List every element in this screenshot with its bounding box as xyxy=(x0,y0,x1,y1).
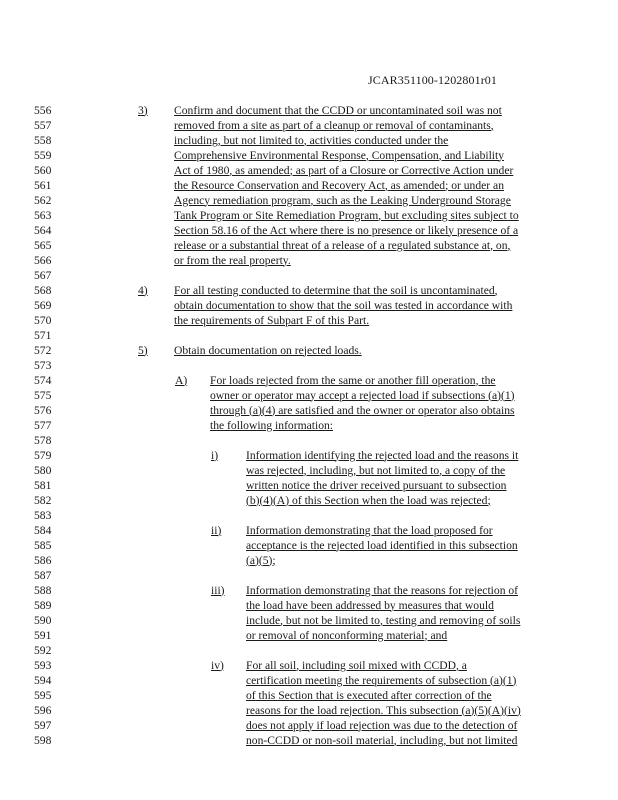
document-line xyxy=(0,388,618,403)
line-number: 569 xyxy=(34,298,52,312)
document-line xyxy=(0,583,618,598)
document-line xyxy=(0,433,618,448)
line-text: For all testing conducted to determine that the soil is uncontaminated, xyxy=(174,283,498,297)
line-text: include, but not be limited to, testing and removing of soils xyxy=(246,613,521,627)
line-number: 572 xyxy=(34,343,52,357)
line-number: 573 xyxy=(34,358,52,372)
document-line xyxy=(0,268,618,283)
line-number: 591 xyxy=(34,628,52,642)
line-text: Tank Program or Site Remediation Program, but excluding sites subject to xyxy=(174,208,519,222)
line-number: 589 xyxy=(34,598,52,612)
line-text: certification meeting the requirements of subsection (a)(1) xyxy=(246,673,517,687)
line-number: 562 xyxy=(34,193,52,207)
list-marker: iii) xyxy=(211,583,225,597)
document-line xyxy=(0,733,618,748)
line-text: Information demonstrating that the reasons for rejection of xyxy=(246,583,519,597)
document-line xyxy=(0,298,618,313)
line-number: 582 xyxy=(34,493,52,507)
line-number: 559 xyxy=(34,148,52,162)
line-text: Comprehensive Environmental Response, Compensation, and Liability xyxy=(174,148,505,162)
line-number: 571 xyxy=(34,328,52,342)
line-text: the following information: xyxy=(210,418,334,432)
line-text: written notice the driver received pursuant to subsection xyxy=(246,478,507,492)
line-text: or from the real property. xyxy=(174,253,291,267)
line-text: obtain documentation to show that the soil was tested in accordance with xyxy=(174,298,513,312)
line-text: including, but not limited to, activities conducted under the xyxy=(174,133,449,147)
document-line xyxy=(0,343,618,358)
document-line xyxy=(0,178,618,193)
line-number: 565 xyxy=(34,238,52,252)
document-line xyxy=(0,283,618,298)
line-number: 580 xyxy=(34,463,52,477)
document-line xyxy=(0,523,618,538)
document-line xyxy=(0,553,618,568)
document-id-header: JCAR351100-1202801r01 xyxy=(368,73,497,87)
line-text: (b)(4)(A) of this Section when the load was rejected; xyxy=(246,493,491,507)
document-line xyxy=(0,718,618,733)
line-number: 592 xyxy=(34,643,52,657)
line-number: 570 xyxy=(34,313,52,327)
document-line xyxy=(0,238,618,253)
line-number: 586 xyxy=(34,553,52,567)
line-text: Obtain documentation on rejected loads. xyxy=(174,343,362,357)
document-line xyxy=(0,463,618,478)
line-number: 556 xyxy=(34,103,52,117)
line-number: 561 xyxy=(34,178,52,192)
line-text: the requirements of Subpart F of this Part. xyxy=(174,313,370,327)
line-number: 560 xyxy=(34,163,52,177)
line-text: For all soil, including soil mixed with CCDD, a xyxy=(246,658,467,672)
line-number: 558 xyxy=(34,133,52,147)
document-line xyxy=(0,118,618,133)
line-number: 595 xyxy=(34,688,52,702)
list-marker: A) xyxy=(175,373,188,387)
line-number: 581 xyxy=(34,478,52,492)
line-number: 587 xyxy=(34,568,52,582)
line-number: 575 xyxy=(34,388,52,402)
line-number: 563 xyxy=(34,208,52,222)
line-text: For loads rejected from the same or another fill operation, the xyxy=(210,373,496,387)
document-line xyxy=(0,133,618,148)
line-number: 576 xyxy=(34,403,52,417)
document-line xyxy=(0,703,618,718)
document-line xyxy=(0,163,618,178)
document-line xyxy=(0,493,618,508)
line-text: Confirm and document that the CCDD or uncontaminated soil was not xyxy=(174,103,502,117)
line-text: owner or operator may accept a rejected load if subsections (a)(1) xyxy=(210,388,515,402)
line-text: does not apply if load rejection was due to the detection of xyxy=(246,718,518,732)
document-line xyxy=(0,313,618,328)
document-line xyxy=(0,253,618,268)
document-line xyxy=(0,403,618,418)
line-text: the load have been addressed by measures that would xyxy=(246,598,494,612)
line-number: 594 xyxy=(34,673,52,687)
line-number: 567 xyxy=(34,268,52,282)
line-text: or removal of nonconforming material; and xyxy=(246,628,448,642)
line-text: Section 58.16 of the Act where there is no presence or likely presence of a xyxy=(174,223,519,237)
line-text: non-CCDD or non-soil material, including, but not limited xyxy=(246,733,518,747)
line-text: Agency remediation program, such as the Leaking Underground Storage xyxy=(174,193,511,207)
line-number: 597 xyxy=(34,718,52,732)
line-number: 574 xyxy=(34,373,52,387)
document-line xyxy=(0,418,618,433)
list-marker: i) xyxy=(211,448,219,462)
document-line xyxy=(0,643,618,658)
document-line xyxy=(0,628,618,643)
line-number: 568 xyxy=(34,283,52,297)
line-text: through (a)(4) are satisfied and the owner or operator also obtains xyxy=(210,403,515,417)
line-number: 579 xyxy=(34,448,52,462)
document-line xyxy=(0,193,618,208)
document-line xyxy=(0,448,618,463)
document-line xyxy=(0,478,618,493)
document-line xyxy=(0,103,618,118)
document-line xyxy=(0,508,618,523)
list-marker: iv) xyxy=(211,658,224,672)
document-line xyxy=(0,673,618,688)
line-number: 588 xyxy=(34,583,52,597)
document-line xyxy=(0,223,618,238)
line-text: was rejected, including, but not limited to, a copy of the xyxy=(246,463,506,477)
line-number: 584 xyxy=(34,523,52,537)
document-line xyxy=(0,328,618,343)
document-line xyxy=(0,688,618,703)
document-line xyxy=(0,208,618,223)
line-text: (a)(5); xyxy=(246,553,276,567)
document-line xyxy=(0,373,618,388)
line-text: of this Section that is executed after correction of the xyxy=(246,688,492,702)
document-line xyxy=(0,148,618,163)
line-number: 564 xyxy=(34,223,52,237)
line-number: 557 xyxy=(34,118,52,132)
line-text: Act of 1980, as amended; as part of a Closure or Corrective Action under xyxy=(174,163,514,177)
line-number: 585 xyxy=(34,538,52,552)
line-text: the Resource Conservation and Recovery Act, as amended; or under an xyxy=(174,178,504,192)
document-line xyxy=(0,658,618,673)
document-line xyxy=(0,568,618,583)
line-text: Information identifying the rejected load and the reasons it xyxy=(246,448,519,462)
line-number: 578 xyxy=(34,433,52,447)
document-line xyxy=(0,358,618,373)
document-line xyxy=(0,538,618,553)
line-text: removed from a site as part of a cleanup or removal of contaminants, xyxy=(174,118,494,132)
list-marker: 4) xyxy=(138,283,148,297)
line-number: 598 xyxy=(34,733,52,747)
line-number: 583 xyxy=(34,508,52,522)
document-line xyxy=(0,613,618,628)
document-line xyxy=(0,598,618,613)
line-text: Information demonstrating that the load proposed for xyxy=(246,523,493,537)
line-number: 577 xyxy=(34,418,52,432)
line-text: release or a substantial threat of a release of a regulated substance at, on, xyxy=(174,238,511,252)
line-number: 593 xyxy=(34,658,52,672)
line-number: 590 xyxy=(34,613,52,627)
line-number: 596 xyxy=(34,703,52,717)
line-number: 566 xyxy=(34,253,52,267)
list-marker: ii) xyxy=(211,523,222,537)
list-marker: 5) xyxy=(138,343,148,357)
list-marker: 3) xyxy=(138,103,148,117)
line-text: reasons for the load rejection. This subsection (a)(5)(A)(iv) xyxy=(246,703,521,717)
line-text: acceptance is the rejected load identified in this subsection xyxy=(246,538,518,552)
